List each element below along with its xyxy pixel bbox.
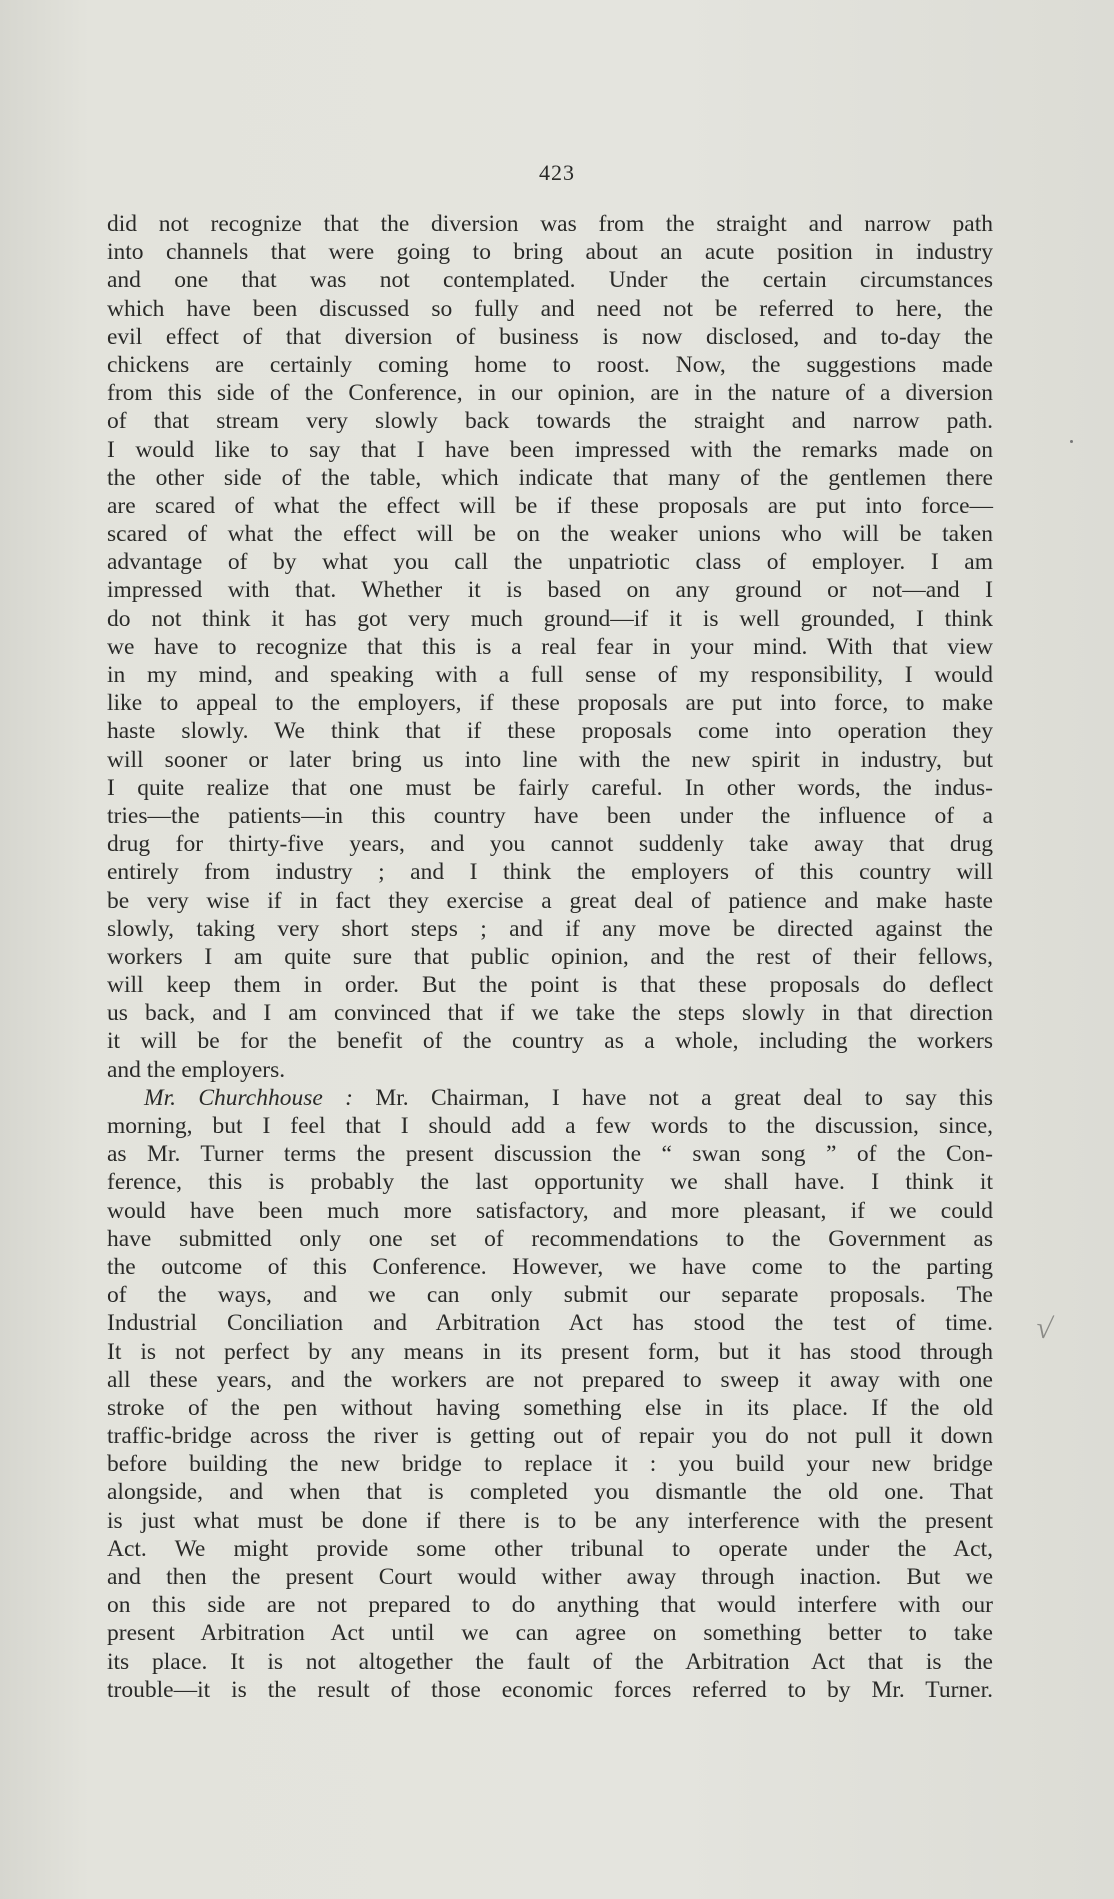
text-line: is just what must be done if there is to be any interference with the present (107, 1507, 993, 1534)
text-line: and one that was not contemplated. Under the certain circumstances (107, 267, 993, 294)
text-line: It is not perfect by any means in its present form, but it has stood through (107, 1338, 993, 1365)
text-line: are scared of what the effect will be if these proposals are put into force— (107, 492, 993, 519)
text-line: haste slowly. We think that if these proposals come into operation they (107, 718, 993, 745)
text-line: slowly, taking very short steps ; and if any move be directed against the (107, 915, 993, 942)
text-line: evil effect of that diversion of business is now disclosed, and to-day the (107, 323, 993, 350)
text-line: the other side of the table, which indicate that many of the gentlemen there (107, 464, 993, 491)
text-line: traffic-bridge across the river is getting out of repair you do not pull it down (107, 1423, 993, 1450)
text-line: us back, and I am convinced that if we take the steps slowly in that direction (107, 1000, 993, 1027)
text-line: did not recognize that the diversion was from the straight and narrow path (107, 211, 993, 237)
text-line: the outcome of this Conference. However, we have come to the parting (107, 1253, 993, 1280)
text-line: as Mr. Turner terms the present discussion the “ swan song ” of the Con- (107, 1141, 993, 1168)
text-line: entirely from industry ; and I think the employers of this country will (107, 859, 993, 886)
text-line: like to appeal to the employers, if these proposals are put into force, to make (107, 690, 993, 717)
text-line: and then the present Court would wither away through inaction. But we (107, 1564, 993, 1590)
text-line: stroke of the pen without having something else in its place. If the old (107, 1394, 993, 1421)
paragraph-2 (107, 1112, 993, 1704)
text-line: in my mind, and speaking with a full sense of my responsibility, I would (107, 662, 993, 688)
text-line: advantage of by what you call the unpatriotic class of employer. I am (107, 549, 993, 576)
text-line: tries—the patients—in this country have been under the influence of a (107, 802, 993, 829)
text-line: would have been much more satisfactory, and more pleasant, if we could (107, 1197, 993, 1224)
text-line: which have been discussed so fully and need not be referred to here, the (107, 295, 993, 322)
text-line: scared of what the effect will be on the weaker unions who will be taken (107, 521, 993, 548)
text-line: alongside, and when that is completed you dismantle the old one. That (107, 1479, 993, 1506)
paragraph-1 (107, 210, 993, 1084)
text-line: will keep them in order. But the point is that these proposals do deflect (107, 972, 993, 999)
speaker-line (107, 1084, 993, 1112)
text-line: trouble—it is the result of those economic forces referred to by Mr. Turner. (107, 1676, 993, 1703)
text-line: I quite realize that one must be fairly careful. In other words, the indus- (107, 774, 993, 801)
margin-check-mark: √ (1033, 1311, 1055, 1346)
text-line: I would like to say that I have been impressed with the remarks made on (107, 436, 993, 463)
text-line: be very wise if in fact they exercise a great deal of patience and make haste (107, 887, 993, 914)
text-line: of the ways, and we can only submit our separate proposals. The (107, 1282, 993, 1309)
margin-dot (1070, 440, 1073, 443)
text-line: Act. We might provide some other tribunal to operate under the Act, (107, 1535, 993, 1562)
text-line: from this side of the Conference, in our opinion, are in the nature of a diversion (107, 380, 993, 407)
text-line: impressed with that. Whether it is based on any ground or not—and I (107, 577, 993, 604)
page-number: 423 (539, 160, 575, 185)
speaker-name: Mr. Churchhouse : (144, 1084, 353, 1111)
text-line: of that stream very slowly back towards the straight and narrow path. (107, 408, 993, 435)
text-line: its place. It is not altogether the fault of the Arbitration Act that is the (107, 1648, 993, 1675)
text-line: ference, this is probably the last opportunity we shall have. I think it (107, 1169, 993, 1196)
text-line: we have to recognize that this is a real fear in your mind. With that view (107, 633, 993, 660)
text-line: before building the new bridge to replace it : you build your new bridge (107, 1451, 993, 1478)
text-line: do not think it has got very much ground—if it is well grounded, I think (107, 605, 993, 632)
text-line: and the employers. (107, 1056, 286, 1083)
text-line: have submitted only one set of recommendations to the Government as (107, 1225, 993, 1252)
text-line: on this side are not prepared to do anything that would interfere with our (107, 1592, 993, 1619)
text-line: it will be for the benefit of the country as a whole, including the workers (107, 1028, 993, 1055)
text-line: morning, but I feel that I should add a few words to the discussion, since, (107, 1113, 993, 1139)
text-line: present Arbitration Act until we can agree on something better to take (107, 1620, 993, 1647)
text-line: drug for thirty-five years, and you cannot suddenly take away that drug (107, 831, 993, 858)
text-line: will sooner or later bring us into line with the new spirit in industry, but (107, 746, 993, 773)
text-line: all these years, and the workers are not prepared to sweep it away with one (107, 1366, 993, 1393)
text-line: workers I am quite sure that public opinion, and the rest of their fellows, (107, 943, 993, 970)
text-line: into channels that were going to bring about an acute position in industry (107, 239, 993, 266)
text-line: Industrial Conciliation and Arbitration Act has stood the test of time. (107, 1310, 993, 1337)
body-text (107, 210, 993, 1704)
speaker-line-text: Mr. Chairman, I have not a great deal to say this (375, 1084, 994, 1111)
text-line: chickens are certainly coming home to roost. Now, the suggestions made (107, 351, 993, 378)
